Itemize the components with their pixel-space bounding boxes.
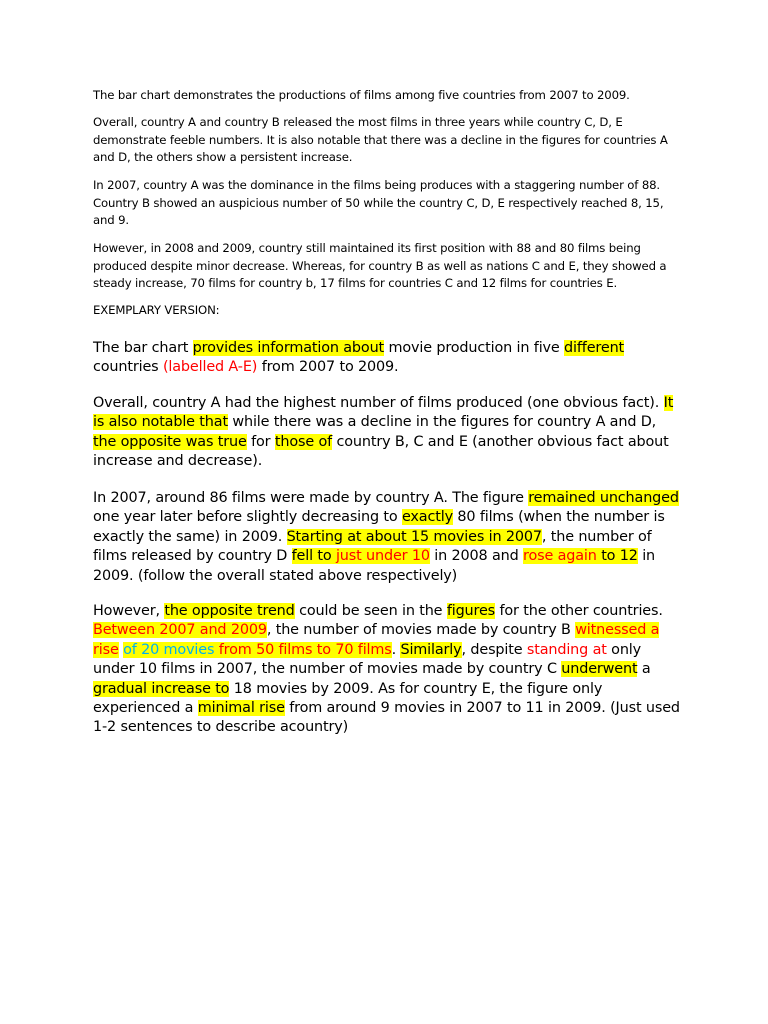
text-run: for [246,433,275,450]
text-run: while there was a decline in the figures for country A and D, [227,414,657,431]
exemplary-paragraph-4 [93,602,683,738]
highlighted-phrase: remained unchanged [528,490,679,506]
text-run: in 2008 and [429,548,524,565]
highlighted-phrase: Starting at about 15 movies in 2007 [286,528,542,545]
highlighted-phrase: of 20 movies [123,641,215,658]
highlighted-phrase: standing at [526,641,607,658]
highlighted-phrase: the opposite was true [93,433,247,450]
draft-paragraph-2: Overall, country A and country B released the most films in three years while country C, D, E demonstrate feeble numbers. It is also notable that there was a decline in the figures for countries A and D, the others show a persistent increase. [93,115,668,165]
highlighted-phrase: just under 10 [335,548,430,565]
highlighted-phrase: minimal rise [197,700,285,717]
text-run: , the number of movies made by country B [266,622,576,639]
highlighted-phrase: witnessed a rise [93,622,660,658]
text-run: , the number of films released by country D [93,528,652,565]
highlighted-phrase: (labelled A-E) [162,359,258,376]
exemplary-paragraph-3 [93,489,683,586]
exemplary-heading: EXEMPLARY VERSION: [93,303,220,317]
text-run: , despite [461,641,527,658]
text-run: . [391,641,401,658]
text-run: from around 9 movies in 2007 to 11 in 2009. (Just used 1-2 sentences to describe acountry) [93,700,680,736]
text-run: However, [93,603,165,619]
highlighted-phrase: the opposite trend [164,603,295,619]
draft-paragraph-1: The bar chart demonstrates the productions of films among five countries from 2007 to 2009. [93,88,630,102]
highlighted-phrase: rose again [523,548,597,565]
highlighted-phrase: those of [274,433,333,450]
highlighted-phrase: different [564,340,625,356]
text-run: in 2009. (follow the overall stated above respectively) [93,548,656,584]
text-run: The bar chart [93,340,193,356]
text-run: countries [93,359,163,376]
highlighted-phrase: from 50 films to 70 films [214,641,392,658]
text-run: 18 movies by 2009. As for country E, the figure only experienced a [93,680,603,717]
text-run: a [637,661,651,678]
highlighted-phrase: exactly [401,509,453,526]
exemplary-paragraph-2 [93,394,683,472]
text-run: one year later before slightly decreasing to [93,509,402,526]
highlighted-phrase: provides information about [192,340,385,356]
draft-paragraph-3: In 2007, country A was the dominance in the films being produces with a staggering number of 88. Country B showed an auspicious number of 50 while the country C, D, E respectively reached 8, 15, and 9. [93,178,664,228]
highlighted-phrase: gradual increase to [93,680,230,697]
highlighted-phrase: Similarly [400,641,462,658]
text-run: for the other countries. [495,603,663,619]
highlighted-phrase: to 12 [596,548,638,565]
highlighted-phrase: figures [446,603,496,619]
highlighted-phrase: It is also notable that [93,395,674,431]
highlighted-phrase: Between 2007 and 2009 [93,622,267,639]
highlighted-phrase: fell to [291,548,336,565]
text-run: could be seen in the [294,603,447,619]
text-run: 80 films (when the number is exactly the same) in 2009. [93,509,665,545]
text-run: Overall, country A had the highest number of films produced (one obvious fact). [93,395,664,411]
exemplary-paragraph-1 [93,339,683,378]
highlighted-phrase: underwent [561,661,638,678]
text-run: only under 10 films in 2007, the number of movies made by country C [93,641,641,678]
text-run: In 2007, around 86 films were made by country A. The figure [93,490,529,506]
draft-paragraph-4: However, in 2008 and 2009, country still maintained its first position with 88 and 80 films being produced despite minor decrease. Whereas, for country B as well as nations C and E, they showed a steady increase, 70 films for country b, 17 films for countries C and 12 films for countries E. [93,241,667,291]
text-run: from 2007 to 2009. [257,359,399,376]
text-run: movie production in five [384,340,565,356]
text-run: country B, C and E (another obvious fact about increase and decrease). [93,433,669,470]
